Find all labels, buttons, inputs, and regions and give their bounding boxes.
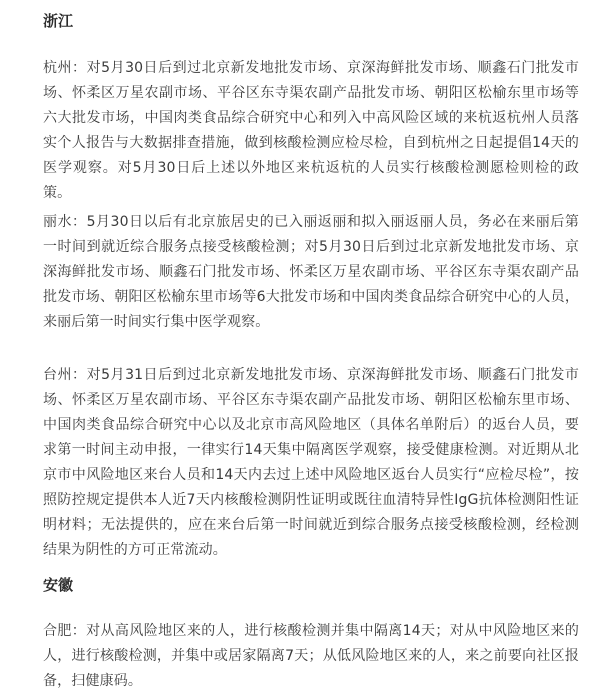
paragraph-hangzhou: 杭州：对5月30日后到过北京新发地批发市场、京深海鲜批发市场、顺鑫石门批发市场、怀柔区万星农副市场、平谷区东寺渠农副产品批发市场、朝阳区松榆东里市场等六大批发市场，中国肉类食品综合研究中心和列入中高风险区域的来杭返杭州人员落实个人报告与大数据排查措施，做到核酸检测应检尽检，自到杭州之日起提倡14天的医学观察。对5月30日后上述以外地区来杭返杭的人员实行核酸检测愿检则检的政策。 (43, 60, 579, 201)
paragraph-hefei: 合肥：对从高风险地区来的人，进行核酸检测并集中隔离14天；对从中风险地区来的人，进行核酸检测，并集中或居家隔离7天；从低风险地区来的人，来之前要向社区报备，扫健康码。 (43, 623, 579, 689)
section-heading-anhui: 安徽 (43, 576, 74, 594)
paragraph-lishui: 丽水：5月30日以后有北京旅居史的已入丽返丽和拟入丽返丽人员，务必在来丽后第一时间到就近综合服务点接受核酸检测；对5月30日后到过北京新发地批发市场、京深海鲜批发市场、顺鑫石门批发市场、怀柔区万星农副市场、平谷区东寺渠农副产品批发市场、朝阳区松榆东里市场等6大批发市场和中国肉类食品综合研究中心的人员，来丽后第一时间实行集中医学观察。 (43, 214, 579, 330)
paragraph-taizhou: 台州：对5月31日后到过北京新发地批发市场、京深海鲜批发市场、顺鑫石门批发市场、怀柔区万星农副市场、平谷区东寺渠农副产品批发市场、朝阳区松榆东里市场、中国肉类食品综合研究中心以及北京市高风险地区（具体名单附后）的返台人员，要求第一时间主动申报，一律实行14天集中隔离医学观察，接受健康检测。对近期从北京市中风险地区来台人员和14天内去过上述中风险地区返台人员实行“应检尽检”，按照防控规定提供本人近7天内核酸检测阴性证明或既往血清特异性IgG抗体检测阳性证明材料；无法提供的，应在来台后第一时间就近到综合服务点接受核酸检测，经检测结果为阴性的方可正常流动。 (43, 367, 579, 558)
section-heading-zhejiang: 浙江 (43, 12, 74, 30)
